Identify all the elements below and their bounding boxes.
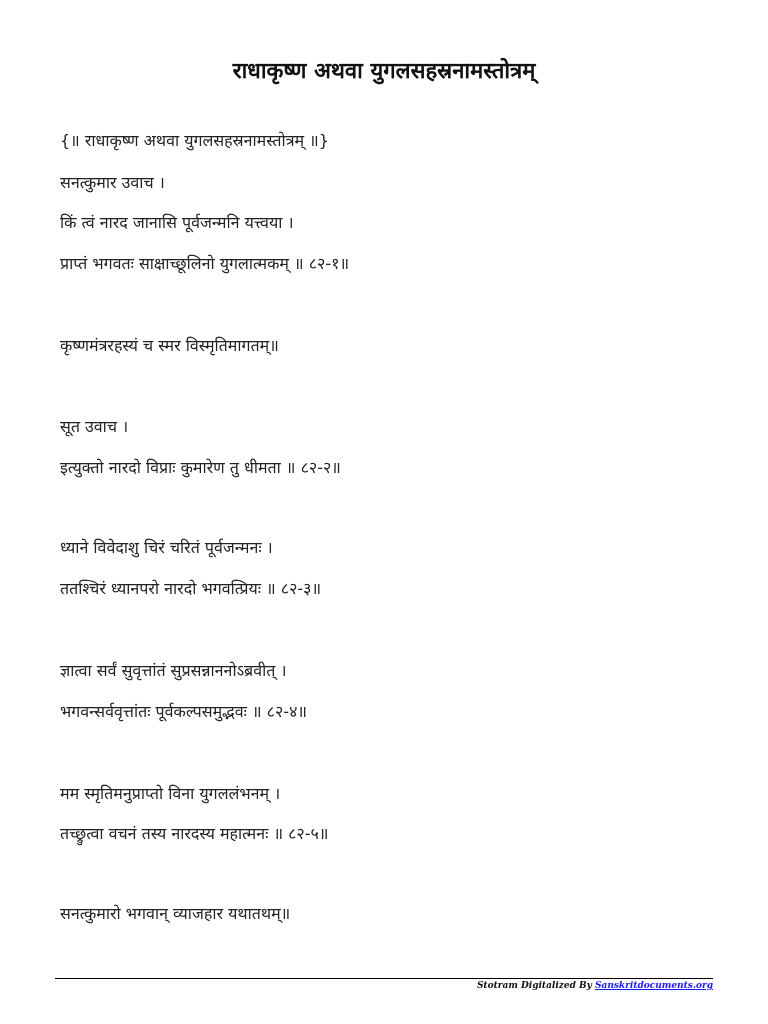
text-line: सनत्कुमार उवाच । <box>60 173 165 192</box>
footer-source-link[interactable]: Sanskritdocuments.org <box>594 981 713 991</box>
text-line: ध्याने विवेदाशु चिरं चरितं पूर्वजन्मनः । <box>60 538 273 557</box>
text-line: ततश्चिरं ध्यानपरो नारदो भगवत्प्रियः ॥ ८२-३॥ <box>60 579 322 598</box>
text-line: सूत उवाच । <box>60 417 129 436</box>
text-line: मम स्मृतिमनुप्राप्तो विना युगललंभनम् । <box>60 784 281 803</box>
text-line: कृष्णमंत्ररहस्यं च स्मर विस्मृतिमागतम्॥ <box>60 336 279 355</box>
text-line: भगवन्सर्ववृत्तांतः पूर्वकल्पसमुद्भवः ॥ ८२-४॥ <box>60 702 307 721</box>
text-line: ज्ञात्वा सर्वं सुवृत्तांतं सुप्रसन्नाननोऽब्रवीत् । <box>60 661 287 680</box>
text-line: प्राप्तं भगवतः साक्षाच्छूलिनो युगलात्मकम् ॥ ८२-१॥ <box>60 254 350 273</box>
text-line: इत्युक्तो नारदो विप्राः कुमारेण तु धीमता ॥ ८२-२॥ <box>60 458 341 477</box>
footer-credit-text: Stotram Digitalized By <box>476 981 595 991</box>
footer-credit <box>477 979 713 993</box>
document-title: राधाकृष्ण अथवा युगलसहस्रनामस्तोत्रम् <box>232 59 536 84</box>
text-line: सनत्कुमारो भगवान् व्याजहार यथातथम्॥ <box>60 904 291 923</box>
text-line: किं त्वं नारद जानासि पूर्वजन्मनि यत्त्वया । <box>60 213 294 232</box>
text-line: {॥ राधाकृष्ण अथवा युगलसहस्रनामस्तोत्रम् ॥} <box>60 131 329 150</box>
text-line: तच्छ्रुत्वा वचनं तस्य नारदस्य महात्मनः ॥ ८२-५॥ <box>60 824 329 843</box>
